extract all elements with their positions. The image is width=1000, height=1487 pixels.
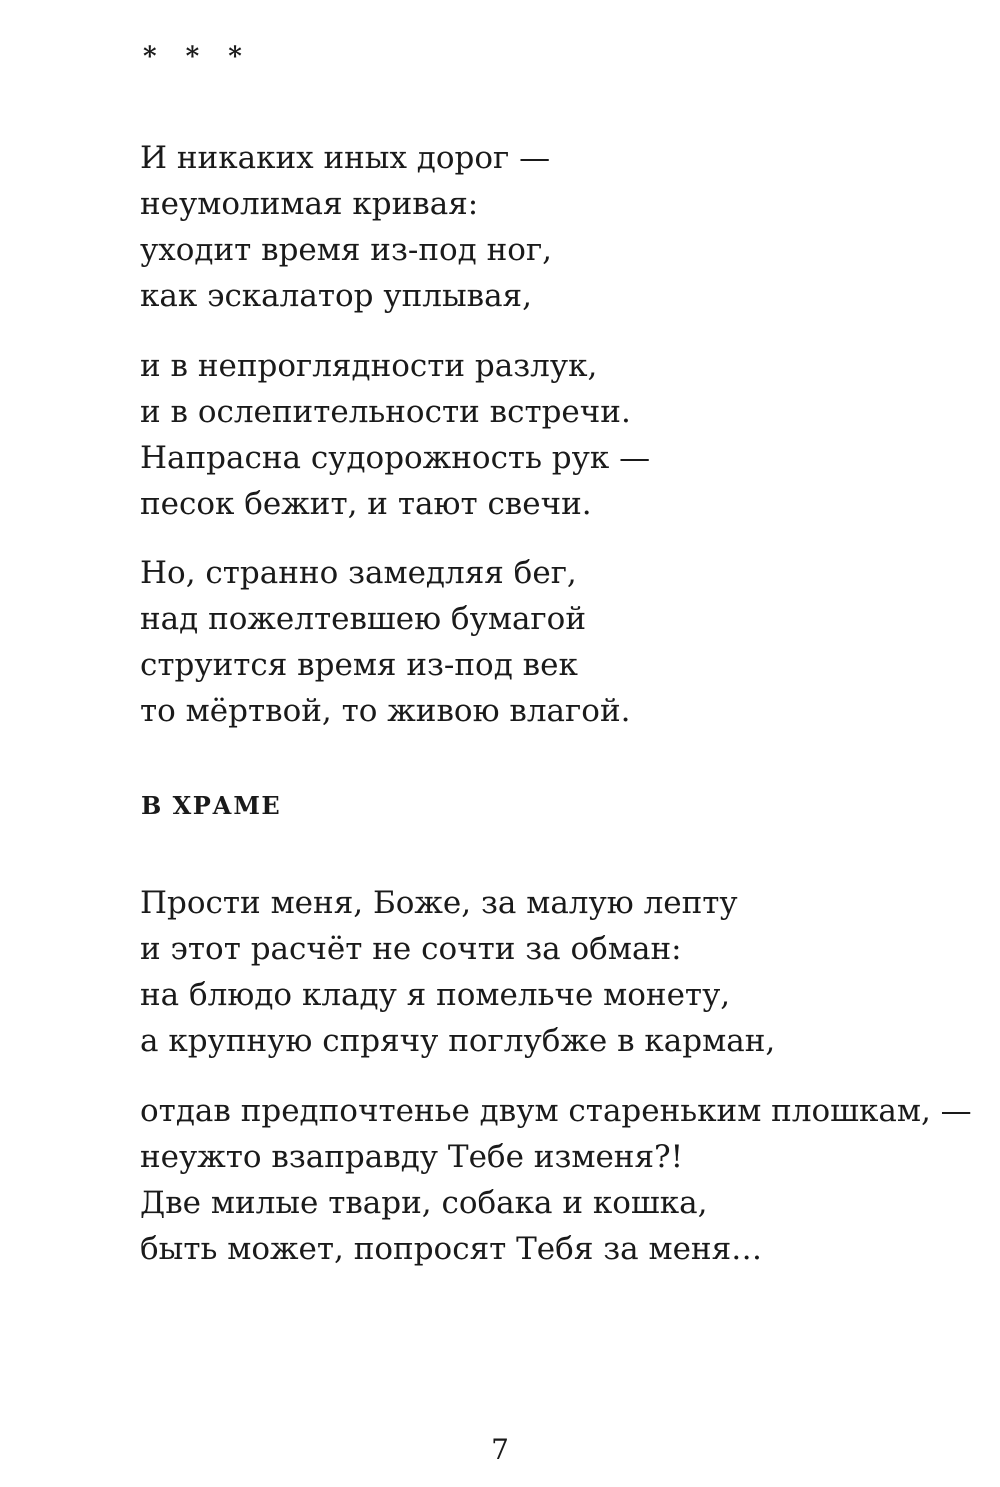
- poem2-stanza-2: [140, 1088, 972, 1272]
- verse-line: Напрасна судорожность рук —: [140, 440, 651, 476]
- verse-line: над пожелтевшею бумагой: [140, 601, 586, 637]
- verse-line: отдав предпочтенье двум стареньким плошкам, —: [140, 1093, 972, 1129]
- poem1-stanza-2: [140, 343, 650, 527]
- verse-line: Прости меня, Боже, за малую лепту: [140, 885, 738, 921]
- poem-title: В ХРАМЕ: [141, 791, 282, 820]
- verse-line: неумолимая кривая:: [140, 186, 479, 222]
- verse-line: и в непроглядности разлук,: [140, 348, 598, 384]
- verse-line: быть может, попросят Тебя за меня…: [140, 1231, 763, 1267]
- verse-line: песок бежит, и тают свечи.: [140, 486, 592, 522]
- verse-line: струится время из-под век: [140, 647, 578, 683]
- poem2-stanza-1: [140, 880, 775, 1064]
- verse-line: и этот расчёт не сочти за обман:: [140, 931, 682, 967]
- verse-line: то мёртвой, то живою влагой.: [140, 693, 631, 729]
- verse-line: и в ослепительности встречи.: [140, 394, 631, 430]
- section-separator: * * *: [143, 42, 252, 72]
- verse-line: на блюдо кладу я помельче монету,: [140, 977, 731, 1013]
- verse-line: И никаких иных дорог —: [140, 140, 551, 176]
- verse-line: как эскалатор уплывая,: [140, 278, 532, 314]
- verse-line: а крупную спрячу поглубже в карман,: [140, 1023, 776, 1059]
- verse-line: Две милые твари, собака и кошка,: [140, 1185, 708, 1221]
- poem1-stanza-1: [140, 135, 552, 319]
- verse-line: уходит время из-под ног,: [140, 232, 553, 268]
- page-number: 7: [491, 1433, 509, 1466]
- verse-line: Но, странно замедляя бег,: [140, 555, 577, 591]
- verse-line: неужто взаправду Тебе изменя?!: [140, 1139, 684, 1175]
- poem1-stanza-3: [140, 550, 630, 734]
